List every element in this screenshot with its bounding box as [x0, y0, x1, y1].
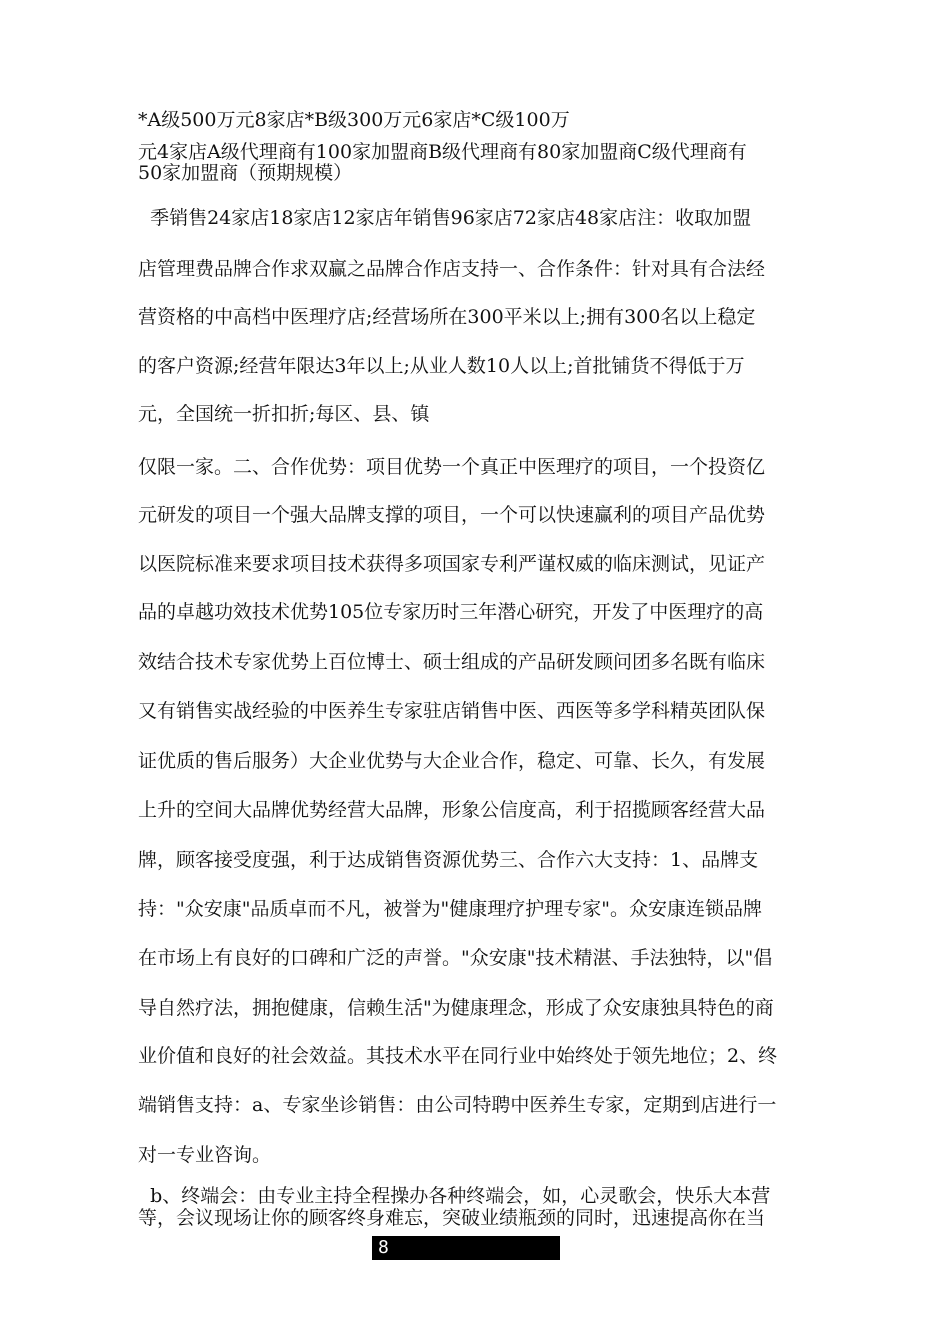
text-line-11: 以医院标准来要求项目技术获得多项国家专利严谨权威的临床测试，见证产: [138, 553, 766, 575]
text-line-20: 导自然疗法，拥抱健康，信赖生活"为健康理念，形成了众安康独具特色的商: [138, 997, 774, 1019]
text-line-4: 季销售24家店18家店12家店年销售96家店72家店48家店注：收取加盟: [138, 207, 752, 229]
text-line-22: 端销售支持：a、专家坐诊销售：由公司特聘中医养生专家，定期到店进行一: [138, 1094, 777, 1116]
text-line-10: 元研发的项目一个强大品牌支撑的项目，一个可以快速赢利的项目产品优势: [138, 504, 766, 526]
text-line-12: 品的卓越功效技术优势105位专家历时三年潜心研究，开发了中医理疗的高: [138, 601, 764, 623]
text-line-9: 仅限一家。二、合作优势：项目优势一个真正中医理疗的项目，一个投资亿: [138, 456, 766, 478]
text-line-17: 牌，顾客接受度强，利于达成销售资源优势三、合作六大支持：1、品牌支: [138, 849, 759, 871]
text-line-13: 效结合技术专家优势上百位博士、硕士组成的产品研发顾问团多名既有临床: [138, 651, 766, 673]
text-line-2: 元4家店A级代理商有100家加盟商B级代理商有80家加盟商C级代理商有: [138, 141, 747, 163]
text-line-19: 在市场上有良好的口碑和广泛的声誉。"众安康"技术精湛、手法独特，以"倡: [138, 947, 773, 969]
text-line-6: 营资格的中高档中医理疗店;经营场所在300平米以上;拥有300名以上稳定: [138, 306, 756, 328]
text-line-7: 的客户资源;经营年限达3年以上;从业人数10人以上;首批铺货不得低于万: [138, 355, 745, 377]
text-line-5: 店管理费品牌合作求双赢之品牌合作店支持一、合作条件：针对具有合法经: [138, 258, 766, 280]
text-line-8: 元，全国统一折扣折;每区、县、镇: [138, 403, 430, 425]
text-line-3: 50家加盟商（预期规模）: [138, 162, 353, 184]
page-number-bar: [372, 1236, 560, 1260]
text-line-18: 持："众安康"品质卓而不凡，被誉为"健康理疗护理专家"。众安康连锁品牌: [138, 898, 762, 920]
text-line-15: 证优质的售后服务）大企业优势与大企业合作，稳定、可靠、长久，有发展: [138, 750, 766, 772]
text-line-21: 业价值和良好的社会效益。其技术水平在同行业中始终处于领先地位；2、终: [138, 1045, 778, 1067]
text-line-16: 上升的空间大品牌优势经营大品牌，形象公信度高，利于招揽顾客经营大品: [138, 799, 766, 821]
page-number: 8: [378, 1237, 389, 1258]
text-line-14: 又有销售实战经验的中医养生专家驻店销售中医、西医等多学科精英团队保: [138, 700, 766, 722]
text-line-25: 等，会议现场让你的顾客终身难忘，突破业绩瓶颈的同时，迅速提高你在当: [138, 1207, 766, 1229]
text-line-24: b、终端会：由专业主持全程操办各种终端会，如，心灵歌会，快乐大本营: [138, 1185, 771, 1207]
text-line-1: *A级500万元8家店*B级300万元6家店*C级100万: [138, 109, 570, 131]
text-line-23: 对一专业咨询。: [138, 1144, 272, 1166]
